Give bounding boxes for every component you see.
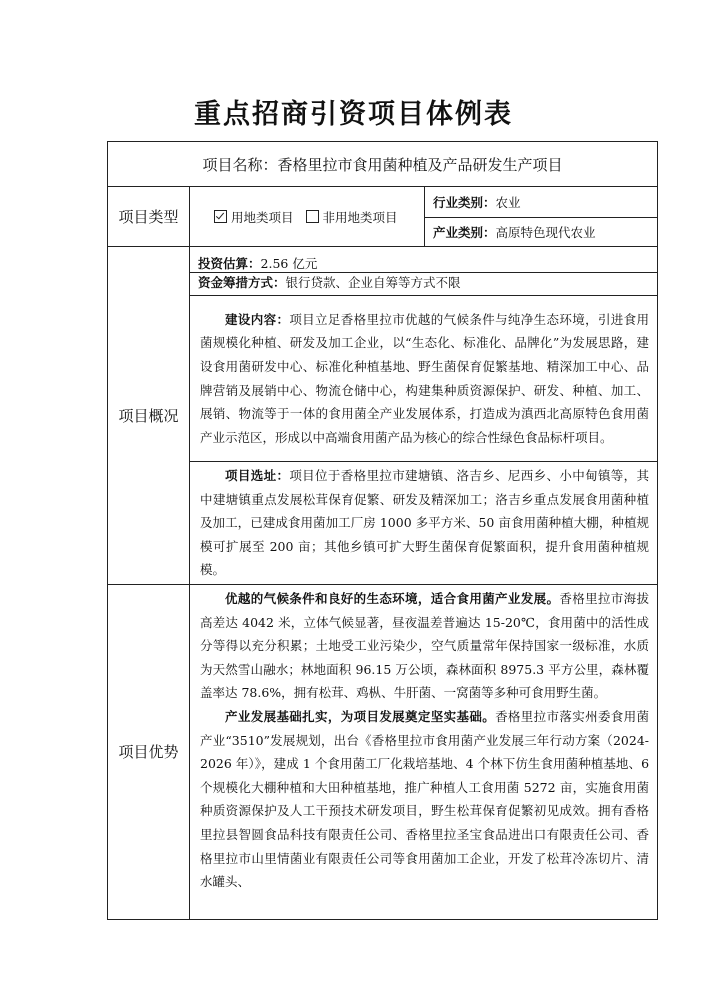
advantage-2-heading: 产业发展基础扎实，为项目发展奠定坚实基础。: [225, 708, 496, 724]
advantages-row: [108, 584, 658, 919]
construction-label: 建设内容：: [225, 311, 290, 327]
funding-method: [190, 273, 658, 296]
sector-category: [425, 218, 658, 247]
sector-label: 产业类别：: [433, 225, 496, 240]
industry-value: 农业: [495, 195, 521, 210]
land-option-label: 用地类项目: [231, 209, 294, 225]
advantage-paragraph-1: [200, 587, 649, 705]
industry-label: 行业类别：: [433, 195, 496, 210]
construction-text: 项目立足香格里拉市优越的气候条件与纯净生态环境，引进食用菌规模化种植、研发及加工企业，以“生态化、标准化、品牌化”为发展思路，建设食用菌研发中心、标准化种植基地、野生菌保育促繁基地、精深加工中心、品牌营销及展销中心、物流仓储中心，构建集种质资源保护、研发、种植、加工、展销、物流等于一体的食用菌全产业发展体系，打造成为滇西北高原特色食用菌产业示范区，形成以中高端食用菌产品为核心的综合性绿色食品标杆项目。: [200, 311, 650, 445]
investment-row: [108, 247, 658, 273]
page-title: 重点招商引资项目体例表: [194, 99, 513, 130]
advantage-paragraph-2: [200, 705, 649, 894]
nonland-checkbox-icon[interactable]: [306, 210, 319, 223]
construction-row: [108, 296, 658, 462]
investment-estimate: [190, 247, 658, 273]
industry-category: [425, 187, 658, 218]
funding-value: 银行贷款、企业自筹等方式不限: [285, 275, 461, 290]
nonland-option-label: 非用地类项目: [322, 209, 398, 225]
project-type-row: [108, 187, 658, 218]
site-label: 项目选址：: [225, 468, 290, 483]
funding-label: 资金筹措方式：: [198, 275, 286, 290]
investment-label: 投资估算：: [198, 256, 261, 271]
project-site: [190, 462, 658, 585]
project-table: [107, 141, 658, 920]
land-checkbox-icon[interactable]: [214, 210, 227, 223]
funding-row: [108, 273, 658, 296]
project-type-label: 项目类型: [108, 187, 190, 247]
project-name: 项目名称：香格里拉市食用菌种植及产品研发生产项目: [108, 142, 658, 187]
site-row: [108, 462, 658, 585]
project-name-row: [108, 142, 658, 187]
advantage-2-text: 香格里拉市落实州委食用菌产业“3510”发展规划，出台《香格里拉市食用菌产业发展三年行动方案（2024-2026 年）》，建成 1 个食用菌工厂化栽培基地、4 个林下仿生食用菌种植基地、6 个规模化大棚种植和大田种植基地，推广种植人工食用菌 5272 亩，实施食用菌种质资源保护及人工干预技术研发项目，野生松茸保育促繁初见成效。拥有香格里拉县智圆食品科技有限责任公司、香格里拉圣宝食品进出口有限责任公司、香格里拉市山里情菌业有限责任公司等食用菌加工企业，开发了松茸冷冻切片、清水罐头、: [200, 708, 650, 890]
advantage-1-heading: 优越的气候条件和良好的生态环境，适合食用菌产业发展。: [225, 590, 560, 606]
advantages-label: 项目优势: [108, 584, 190, 919]
overview-label: 项目概况: [108, 247, 190, 585]
advantages-content: [190, 584, 658, 919]
sector-value: 高原特色现代农业: [495, 225, 596, 240]
investment-value: 2.56 亿元: [260, 256, 318, 271]
site-text: 项目位于香格里拉市建塘镇、洛吉乡、尼西乡、小中甸镇等，其中建塘镇重点发展松茸保育促繁、研发及精深加工；洛吉乡重点发展食用菌种植及加工，已建成食用菌加工厂房 1000 多平方米、50 亩食用菌种植大棚，种植规模可扩展至 200 亩；其他乡镇可扩大野生菌保育促繁面积，提升食用菌种植规模。: [200, 468, 650, 578]
project-type-options: [190, 187, 425, 247]
advantage-1-text: 香格里拉市海拔高差达 4042 米，立体气候显著，昼夜温差普遍达 15-20℃，食用菌中的活性成分等得以充分积累；土地受工业污染少，空气质量常年保持国家一级标准，水质为天然雪山融水；林地面积 96.15 万公顷，森林面积 8975.3 平方公里，森林覆盖率达 78.6%，拥有松茸、鸡枞、牛肝菌、一窝菌等多种可食用野生菌。: [200, 590, 650, 701]
construction-content: [190, 296, 658, 462]
